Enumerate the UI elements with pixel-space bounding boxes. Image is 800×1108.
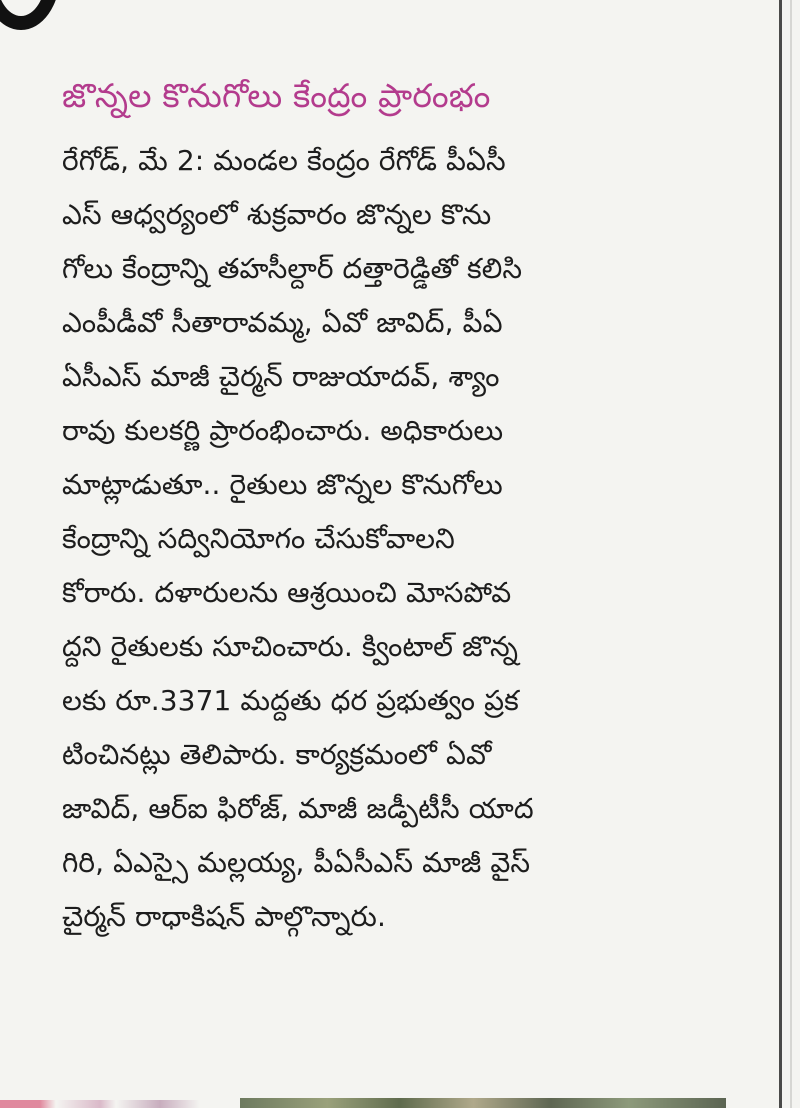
article-line: ద్దని రైతులకు సూచించారు. క్వింటాల్ జొన్న — [62, 630, 519, 663]
article-line: మాట్లాడుతూ.. రైతులు జొన్నల కొనుగోలు — [62, 468, 503, 501]
article-line: లకు రూ.3371 మద్దతు ధర ప్రభుత్వం ప్రక — [62, 684, 519, 717]
article-body — [62, 134, 722, 944]
article-line: ఏసీఎస్ మాజీ చైర్మన్ రాజుయాదవ్, శ్యాం — [62, 360, 500, 393]
article-line: చైర్మన్ రాధాకిషన్ పాల్గొన్నారు. — [62, 900, 386, 933]
article-line: ఎంపీడీవో సీతారావమ్మ, ఏవో జావిద్, పీఏ — [62, 306, 503, 339]
article-line: గిరి, ఏఎస్సై మల్లయ్య, పీఏసీఎస్ మాజీ వైస్ — [62, 846, 531, 879]
article-line: ఎస్ ఆధ్వర్యంలో శుక్రవారం జొన్నల కొను — [62, 198, 492, 231]
article-line: టించినట్లు తెలిపారు. కార్యక్రమంలో ఏవో — [62, 738, 492, 771]
decorative-ring-fragment — [0, 0, 60, 30]
cropped-photo-edge — [240, 1098, 726, 1108]
column-divider-rule — [779, 0, 782, 1108]
article-line: కేంద్రాన్ని సద్వినియోగం చేసుకోవాలని — [62, 522, 455, 555]
article-line: గోలు కేంద్రాన్ని తహసీల్దార్ దత్తారెడ్డితో కలిసి — [62, 252, 523, 285]
cropped-next-headline — [0, 1100, 200, 1108]
article-line: కోరారు. దళారులను ఆశ్రయించి మోసపోవ — [62, 576, 512, 609]
article-line: రావు కులకర్ణి ప్రారంభించారు. అధికారులు — [62, 414, 504, 447]
article-line: రేగోడ్, మే 2: మండల కేంద్రం రేగోడ్ పీఏసీ — [62, 144, 506, 177]
bottom-cropped-strip — [0, 1086, 800, 1108]
article-line: జావిద్, ఆర్ఐ ఫిరోజ్, మాజీ జడ్పీటీసీ యాద — [62, 792, 534, 825]
column-divider-shadow — [790, 0, 792, 1108]
article-headline: జొన్నల కొనుగోలు కేంద్రం ప్రారంభం — [62, 76, 491, 115]
news-article — [62, 74, 722, 944]
